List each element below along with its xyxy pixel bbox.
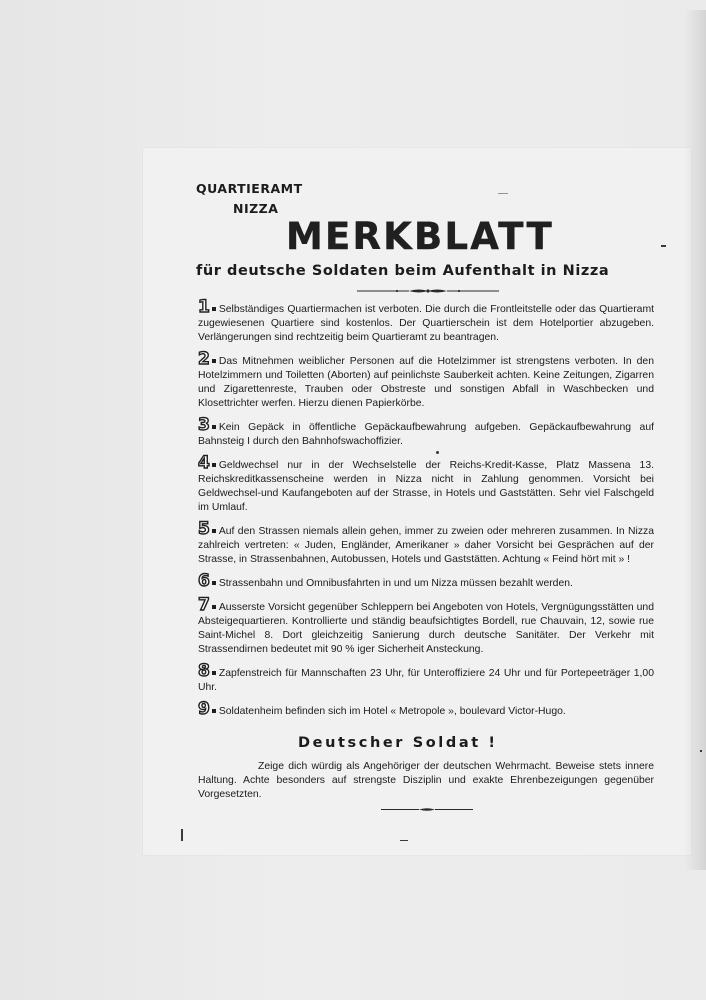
issuing-office bbox=[196, 179, 336, 219]
rule-item bbox=[198, 453, 654, 515]
closing-heading: Deutscher Soldat ! bbox=[298, 735, 498, 751]
bullet-square-icon bbox=[212, 581, 216, 585]
scan-edge-shadow bbox=[684, 10, 706, 870]
rule-text: Soldatenheim befinden sich im Hotel « Metropole », boulevard Victor-Hugo. bbox=[218, 706, 566, 717]
rule-number: 4 bbox=[198, 453, 210, 473]
rule-number: 6 bbox=[198, 571, 210, 591]
document-title: MERKBLATT bbox=[286, 215, 554, 258]
rule-item bbox=[198, 519, 654, 567]
scan-mark bbox=[181, 829, 183, 841]
rule-number: 2 bbox=[198, 349, 210, 369]
scan-mark bbox=[661, 245, 666, 247]
rule-item bbox=[198, 661, 654, 695]
rule-number: 3 bbox=[198, 415, 210, 435]
rule-item bbox=[198, 699, 654, 719]
scan-mark bbox=[436, 451, 439, 454]
rule-item bbox=[198, 349, 654, 411]
rule-text: Kein Gepäck in öffentliche Gepäckaufbewahrung aufgeben. Gepäckaufbewahrung auf Bahnsteig I durch den Bahnhofswachoffizier. bbox=[198, 422, 654, 447]
footer-ornament bbox=[381, 807, 473, 812]
bullet-square-icon bbox=[212, 709, 216, 713]
document-subtitle: für deutsche Soldaten beim Aufenthalt in Nizza bbox=[196, 263, 610, 279]
bullet-square-icon bbox=[212, 671, 216, 675]
scan-mark bbox=[400, 840, 408, 841]
rule-text: Strassenbahn und Omnibusfahrten in und um Nizza müssen bezahlt werden. bbox=[218, 578, 573, 589]
scan-mark bbox=[700, 750, 702, 752]
bullet-square-icon bbox=[212, 425, 216, 429]
rule-text: Zapfenstreich für Mannschaften 23 Uhr, für Unteroffiziere 24 Uhr und für Portepeeträger 1,00 Uhr. bbox=[198, 668, 654, 693]
rule-text: Das Mitnehmen weiblicher Personen auf die Hotelzimmer ist strengstens verboten. In den Hotelzimmern und Toiletten (Aborten) auf peinlichste Sauberkeit achten. Keine Zeitungen, Zigarren und Zigarettenreste, Trauben oder Obstreste und sonstigen Abfall in Waschbecken und Klosettrichter werfen. Hierzu dienen Papierkörbe. bbox=[198, 356, 654, 409]
office-name: QUARTIERAMT bbox=[196, 181, 303, 196]
rule-number: 9 bbox=[198, 699, 210, 719]
rule-number: 7 bbox=[198, 595, 210, 615]
rule-item bbox=[198, 415, 654, 449]
rule-text: Ausserste Vorsicht gegenüber Schleppern bei Angeboten von Hotels, Vergnügungsstätten und Absteigequartieren. Kontrollierte und ständig beaufsichtigtes Bordell, rue Chauvain, 12, sowie rue Saint-Michel 8. Dort gleichzeitig Sanierung durch deutsche Sanitäter. Der Verkehr mit Strassendirnen bedeutet mit 90 % iger Sicherheit Ansteckung. bbox=[198, 602, 654, 655]
rules-list bbox=[198, 297, 654, 726]
rule-item bbox=[198, 595, 654, 657]
rule-text: Selbständiges Quartiermachen ist verboten. Die durch die Frontleitstelle oder das Quartieramt zugewiesenen Quartiere sind kostenlos. Der Quartierschein ist dem Hotelportier abzugeben. Verlängerungen sind rechtzeitig beim Quartieramt zu beantragen. bbox=[198, 304, 654, 343]
bullet-square-icon bbox=[212, 529, 216, 533]
scan-mark bbox=[498, 193, 508, 194]
rule-text: Auf den Strassen niemals allein gehen, immer zu zweien oder mehreren zusammen. In Nizza zahlreich vertreten: « Juden, Engländer, Amerikaner » daher Vorsicht bei Gesprächen auf der Strasse, in Strassenbahnen, Autobussen, Hotels und Gaststätten. Achtung « Feind hört mit » ! bbox=[198, 526, 654, 565]
rule-item bbox=[198, 571, 654, 591]
rule-number: 5 bbox=[198, 519, 210, 539]
divider-ornament bbox=[357, 288, 499, 294]
bullet-square-icon bbox=[212, 307, 216, 311]
rule-number: 1 bbox=[198, 297, 210, 317]
closing-paragraph: Zeige dich würdig als Angehöriger der deutschen Wehrmacht. Beweise stets innere Haltung. Achte besonders auf strengste Disziplin und exakte Ehrenbezeigungen gegenüber Vorgesetzten. bbox=[198, 761, 654, 800]
bullet-square-icon bbox=[212, 605, 216, 609]
office-city: NIZZA bbox=[233, 201, 279, 216]
rule-item bbox=[198, 297, 654, 345]
bullet-square-icon bbox=[212, 359, 216, 363]
rule-text: Geldwechsel nur in der Wechselstelle der Reichs-Kredit-Kasse, Platz Massena 13. Reichskreditkassenscheine werden in Nizza nicht in Zahlung genommen. Vorsicht bei Geldwechsel-und Kaufangeboten auf der Strasse, in Hotels und Gaststätten. Sehr viel Falschgeld im Umlauf. bbox=[198, 460, 654, 513]
rule-number: 8 bbox=[198, 661, 210, 681]
bullet-square-icon bbox=[212, 463, 216, 467]
